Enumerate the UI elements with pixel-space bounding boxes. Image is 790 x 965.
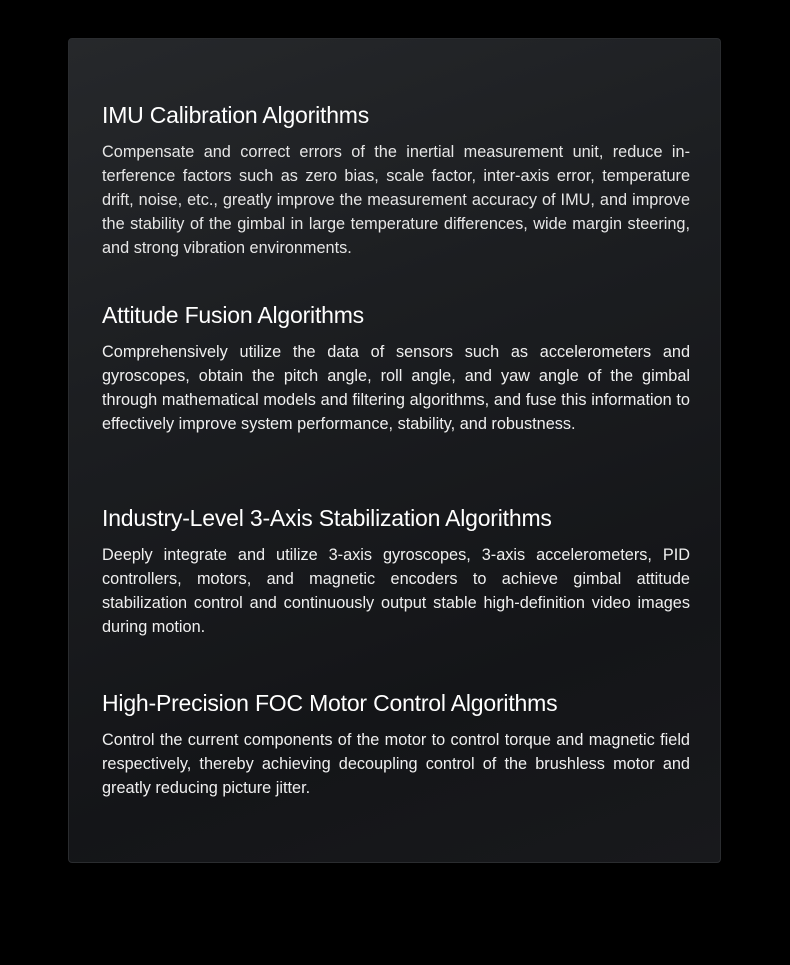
- section-body: Compensate and correct errors of the inertial measurement unit, reduce interference factors such as zero bias, scale factor, inter-axis error, temperature drift, noise, etc., greatly improve the measurement accuracy of IMU, and improve the stability of the gimbal in large temperature differences, wide margin steering, and strong vibration environments.: [102, 143, 690, 257]
- features-card: [68, 38, 721, 863]
- section-attitude-fusion: [102, 301, 690, 436]
- section-title: Attitude Fusion Algorithms: [102, 302, 364, 328]
- section-title: High-Precision FOC Motor Control Algorithms: [102, 690, 558, 716]
- section-body: Comprehensively utilize the data of sensors such as accelerometers and gyroscopes, obtain the pitch angle, roll angle, and yaw angle of the gimbal through mathematical models and filtering algorithms, and fuse this information to effectively improve system performance, stability, and robustness.: [102, 343, 690, 433]
- section-body: Control the current components of the motor to control torque and magnetic field respectively, thereby achieving decoupling control of the brushless motor and greatly reducing picture jitter.: [102, 731, 690, 797]
- section-body: Deeply integrate and utilize 3-axis gyroscopes, 3-axis accelerometers, PID controllers, motors, and magnetic encoders to achieve gimbal attitude stabilization control and continuously output stable high-definition video images during motion.: [102, 546, 690, 636]
- section-foc-motor-control: [102, 689, 690, 800]
- section-imu-calibration: [102, 101, 690, 260]
- section-title: Industry-Level 3-Axis Stabilization Algorithms: [102, 505, 552, 531]
- section-title: IMU Calibration Algorithms: [102, 102, 370, 128]
- section-3-axis-stabilization: [102, 504, 690, 639]
